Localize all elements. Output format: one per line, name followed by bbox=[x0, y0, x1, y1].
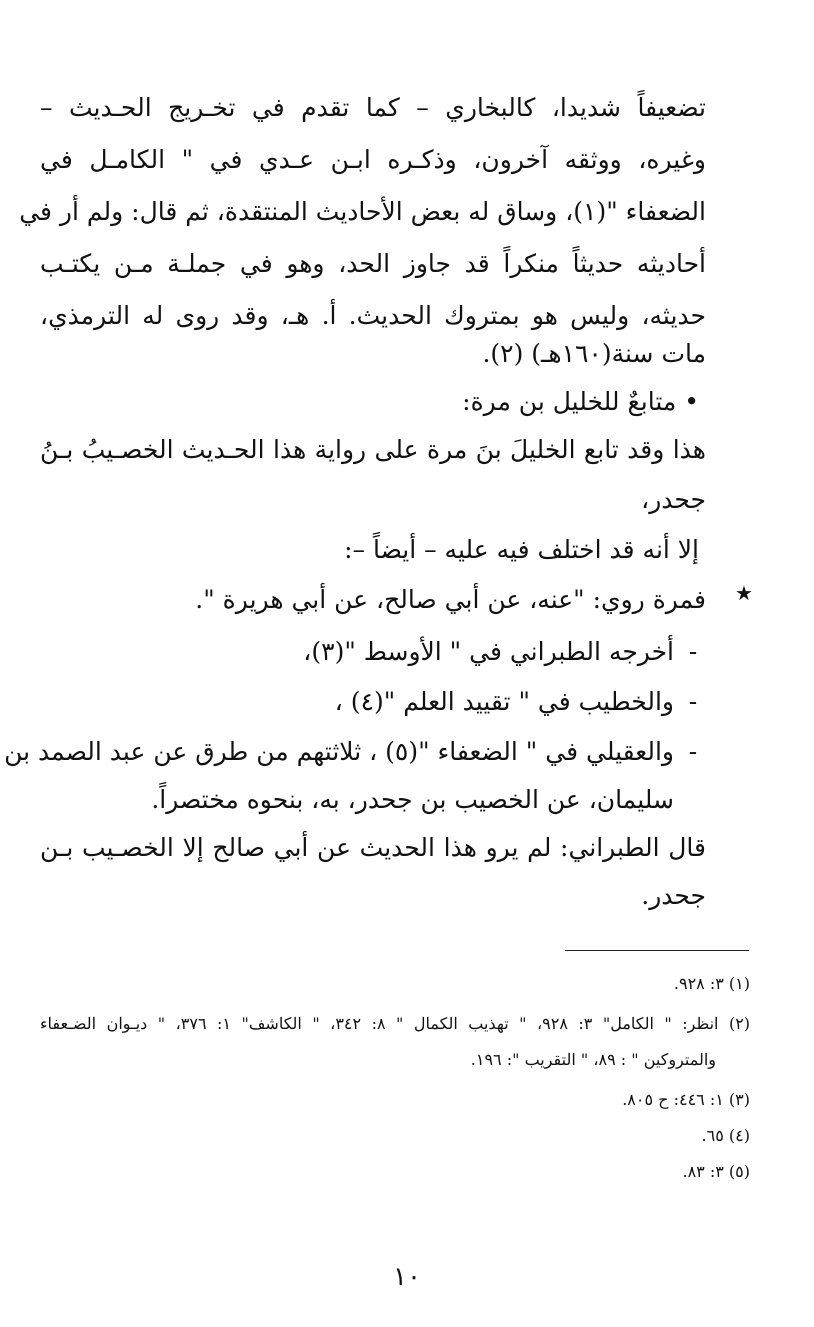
dash-bullet-2: - bbox=[688, 687, 698, 716]
body-line-8: هذا وقد تابع الخليلَ بنَ مرة على رواية هذا الحـديث الخصـيبُ بـنُ bbox=[40, 435, 706, 464]
list-item-1: أخرجه الطبراني في " الأوسط "(٣)، bbox=[303, 637, 674, 666]
footnote-4: (٤) ٦٥. bbox=[701, 1126, 750, 1145]
body-line-10: إلا أنه قد اختلف فيه عليه – أيضاً –: bbox=[344, 535, 699, 564]
dash-bullet-1: - bbox=[688, 637, 698, 666]
body-line-17: جحدر. bbox=[641, 881, 706, 910]
body-line-1: تضعيفاً شديدا، كالبخاري – كما تقدم في تخـريج الحـديث – bbox=[40, 93, 706, 122]
body-line-9: جحدر، bbox=[641, 485, 706, 514]
body-line-6: مات سنة(١٦٠هـ) (٢). bbox=[482, 339, 706, 368]
footnote-1: (١) ٣: ٩٢٨. bbox=[673, 974, 750, 993]
footnote-2-continued: والمتروكين " : ٨٩، " التقريب ": ١٩٦. bbox=[470, 1050, 716, 1069]
footnote-3: (٣) ١: ٤٤٦: ح ٨٠٥. bbox=[622, 1090, 750, 1109]
star-icon: ★ bbox=[735, 581, 753, 605]
footnote-separator bbox=[565, 950, 749, 951]
body-line-2: وغيره، ووثقه آخرون، وذكـره ابـن عـدي في " الكامـل في bbox=[40, 145, 706, 174]
body-line-16: قال الطبراني: لم يرو هذا الحديث عن أبي صالح إلا الخصـيب بـن bbox=[40, 833, 706, 862]
list-item-3: والعقيلي في " الضعفاء "(٥) ، ثلاثتهم من طرق عن عبد الصمد بن bbox=[4, 737, 674, 766]
list-item-3-continued: سليمان، عن الخصيب بن جحدر، به، بنحوه مختصراً. bbox=[151, 785, 674, 814]
list-item-2: والخطيب في " تقييد العلم "(٤) ، bbox=[334, 687, 674, 716]
body-line-5: حديثه، وليس هو بمتروك الحديث. أ. هـ، وقد روى له الترمذي، bbox=[40, 301, 706, 330]
body-line-11: فمرة روي: "عنه، عن أبي صالح، عن أبي هريرة ". bbox=[195, 585, 706, 614]
footnote-5: (٥) ٣: ٨٣. bbox=[682, 1162, 750, 1181]
page-number: ١٠ bbox=[393, 1262, 421, 1292]
section-heading: • متابعٌ للخليل بن مرة: bbox=[462, 387, 699, 416]
body-line-3: الضعفاء "(١)، وساق له بعض الأحاديث المنتقدة، ثم قال: ولم أر في bbox=[19, 197, 706, 226]
footnote-2: (٢) انظر: " الكامل" ٣: ٩٢٨، " تهذيب الكمال " ٨: ٣٤٢، " الكاشف" ١: ٣٧٦، " ديـوان الضـعفاء bbox=[40, 1014, 751, 1033]
body-line-4: أحاديثه حديثاً منكراً قد جاوز الحد، وهو في جملـة مـن يكتـب bbox=[40, 249, 706, 278]
dash-bullet-3: - bbox=[688, 737, 698, 766]
